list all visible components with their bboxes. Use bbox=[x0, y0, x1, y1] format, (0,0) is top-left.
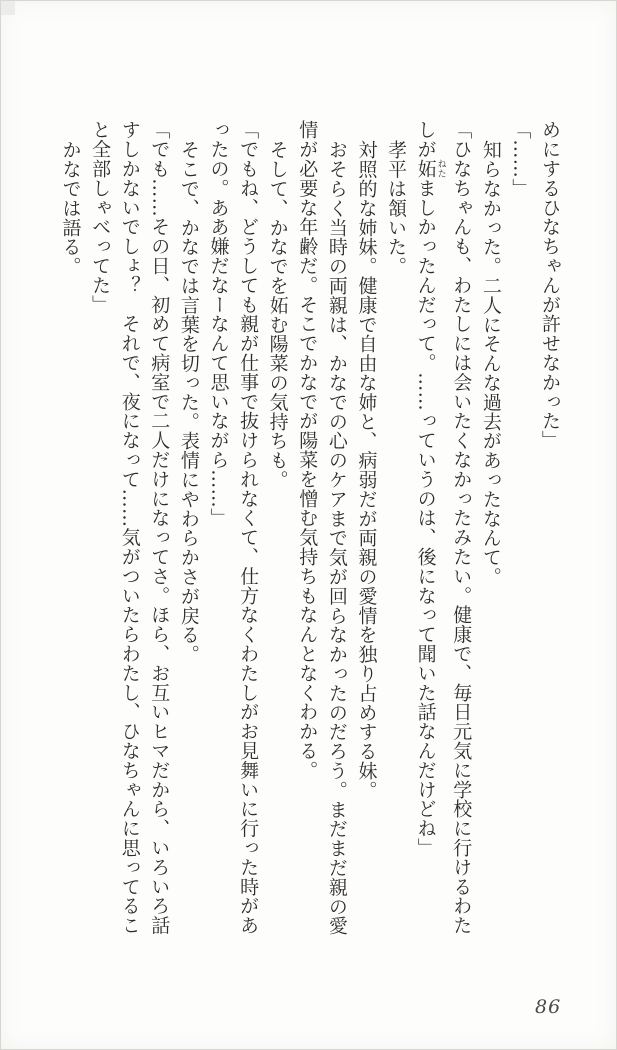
page-number: 86 bbox=[535, 996, 562, 1018]
text-line: 「でも……その日、初めて病室で二人だけになってさ。ほら、お互いヒマだから、いろいろ話 bbox=[148, 120, 171, 935]
text-line: 「……」 bbox=[509, 120, 532, 198]
scan-corner-artifact bbox=[1, 1, 15, 15]
text-line: 「ひなちゃんも、わたしには会いたくなかったみたい。健康で、毎日元気に学校に行けるわた bbox=[450, 120, 473, 935]
text-line: おそらく当時の両親は、かなでの心のケアまで気が回らなかったのだろう。まだまだ親の愛 bbox=[325, 139, 348, 935]
vertical-text-block bbox=[55, 120, 564, 942]
text-line: 知らなかった。二人にそんな過去があったなんて。 bbox=[479, 139, 502, 586]
text-line: そして、かなでを妬む陽菜の気持ちも。 bbox=[266, 139, 289, 489]
text-line: すしかないでしょ？ それで、夜になって……気がついたらわたし、ひなちゃんに思ってるこ bbox=[118, 120, 141, 935]
text-line: めにするひなちゃんが許せなかった」 bbox=[539, 120, 561, 450]
text-line: 孝平は頷いた。 bbox=[385, 139, 408, 276]
text-line: しが妬 ねたましかったんだって。……っていうのは、後になって聞いた話なんだけどね」 bbox=[414, 120, 446, 858]
text-line: 「でもね、どうしても親が仕事で抜けられなくて、仕方なくわたしがお見舞いに行った時があ bbox=[237, 120, 260, 935]
text-line: そこで、かなでは言葉を切った。表情にやわらかさが戻る。 bbox=[177, 139, 200, 664]
text-line: ったの。ああ嫌だなーなんて思いながら……」 bbox=[207, 120, 230, 528]
text-line: と全部しゃべってた」 bbox=[89, 120, 112, 314]
text-line: かなでは語る。 bbox=[59, 139, 82, 276]
furigana-ruby: 妬 ねた bbox=[414, 158, 446, 179]
text-line: 対照的な姉妹。健康で自由な姉と、病弱だが両親の愛情を独り占めする妹。 bbox=[355, 139, 378, 800]
text-line: 情が必要な年齢だ。そこでかなでが陽菜を憎む気持ちもなんとなくわかる。 bbox=[296, 120, 319, 780]
